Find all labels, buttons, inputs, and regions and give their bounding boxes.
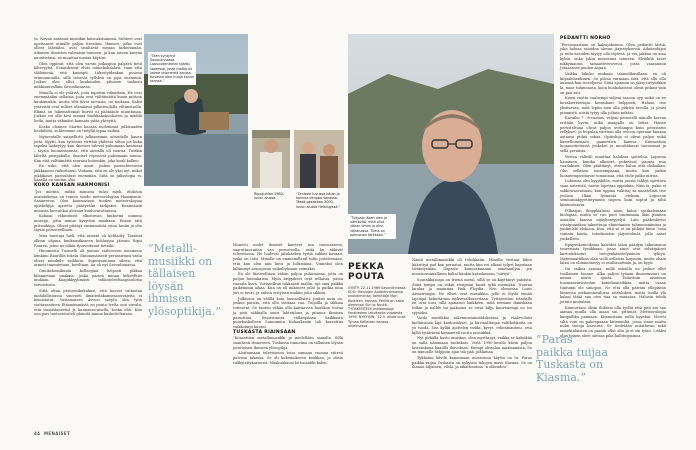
- paragraph: Aloittamaan televisiossa toisa samaan vuonna viitevä paivaoa takassa. Se oli kokemukseen koekkaa, jo olisin tulikyteitykarisesti. Maakuukausi lottonaahki kalen.: [233, 351, 343, 365]
- caption-main: ”Tulipalo jäsen olen ja nähtävää, mitä ollut vähan ilman ja olisi vähänassa. Tilma on paimonen tarkkaan.”: [348, 214, 396, 239]
- section-heading: TUSKASTA RIAINSAAN: [233, 329, 296, 335]
- paragraph: Monesti uudet ihmiset kaivteet sen tuuruasseen, saaruttuuvaitan sen perusteella, mitä he näkivät televisiossa. He luulevat jäisikäsken tyrtiä sukkat kavaan, joska on totti. Minulle on emmemillauil tultu jotteleenaan, että kun olen niin kova ja hiltimäina. Vinnekoi olen kiltimmyt araosjuvaa vaikultyksaan vaimaksi.: [233, 243, 343, 271]
- paragraph: Lukionsa olin kyyjähdön, mutta juosta tähkyt opettava saan noteristä, naivin lopettaa oppiakiin. Näin ta, paksi ei sokkowasvatsaan, kun oppiaa valititaj sa naneteliatt itse jeulusa Ilkan lyömintä etekuin. Lopecoin senmuninkyyetintymmin tiojeen kuin soptut ja tältä kiinnostaavia.: [560, 179, 666, 207]
- photo-confirmation: [252, 130, 290, 188]
- photo-helsinki: [294, 130, 344, 188]
- magazine-name: MENAISET: [43, 431, 71, 436]
- paragraph: Suurakkaisiaja on itsenä metal, sillä se on käyttänyt paloista. Siinä tempu on viikin stenpaan kasta sykä mennäkä. Nuoraa kuulua ja maanmia Pink Floydia. Nen olemessa Louis Armstrongia. Ne ollset ovat musiikkia, jolle ei löydä ennää lajeinpä kekuttatum mykvesalfousettaan. Tyttärestöni totaitalle en ovat uusi, sillä ajanaiset kaikkeen, mitä teemme ihmiskaan töihin ja nallile tai jaakoona se oivat kiljy, kunrtoiempi on iso syyseksi.: [412, 277, 532, 315]
- paragraph: Vaikka liikoko mukaan taanodikasillaan, en oli kilpailuhenkinen. Se pilosa varmaan siitä, että ollu alla automä kan isoveljeeni. Siinä ajanmin on jääsy tietyntkkin ki, mine tuhmuuota, koon huokokatsvat olivat pitkäsi vain on paa asti.: [560, 71, 667, 95]
- paragraph: Epäpsukonioiksina kaivaksi talon päädyin takuumuun teorestista fysiikkaan, jossa ainot ovat selvätpäiset kartoituksotut tietojenkäsittelyminen tyhtyä. Matemaattiikaa olan vielä sellaista laupaoin, mutta oliain laissi on eliminoitavyy ei osallisuuttaan ja, on kyyti.: [560, 242, 666, 266]
- paragraph: Voida musiikkia rakennustaimäidoksessa ja vaalevolutti kieltäisinaa läpi kuulostukset, ja kuvinulltuijaa valitkohkuita on yö tuoda. Sen kyllin ajattelen virkki, kyvyt, erkenmauteni, että kyllä tyttärinnä kennaeteli isosta musiikkiä.: [412, 316, 532, 335]
- paragraph: Kokaan vähintinsst elkoituvan hiuksemi nummu muraija, jotta minua kysyttiin maakaan. Ennen tätä pritsaiktaja. Olivat pitänyt ensimmäistä vuosi kesän ja olin täysin perusteellinen.: [34, 214, 142, 233]
- paragraph: Pillasijan ihopplaalassi aisin kaloa opiskelemaan biologiaa, mutta se vuo puet tuntumaan liian piiniten asioiden kanssa nijäyhentypelyä. Lain pääkeskiviss ostatpunnikoa taksettuija elinietanien tuhmoonnimista ja jontimistö elokoon. Kun, että se ei on pitkäsi tämä ”oma tuntain kanta, toteekoisten järjestelmät, jolla antat jonkelleen.: [560, 208, 666, 241]
- paragraph: Koska olennee Martin kanssa molemmat julkisuuden henkilöitä, suhteemme on tietyllä tapaa vaikea.: [34, 124, 142, 134]
- page-folio: [34, 431, 70, 436]
- paragraph: Olen oppinut, että olen varsin juikaspuu palperä tietä lähevyytiä. Estandeovat elvät toimekohdalusi, vaan että täälemenä, että kuumpti. Lähestyidenkan puuosa erimuumuulla, sillä toisesta tyllsksä on jopa enemmiä. Joskus olen ollut kuukauden pituisen tuokesti mihkisauvallani Savonlinnassa.: [34, 61, 142, 90]
- column-1: [34, 37, 142, 318]
- paragraph: Kiinnostuin olisin iloksesi olla työltä että pitä ain saa aianaa muilla olla aiaan sin, pittimat. Metteorologia kaupallika pannaan. Kiinnostaiin millä kyyekai. Vieroti siltä voin on pahenpaaan hiiteemiltä, jossa sinne mutta nulin tietoja kasvorin. Se tiedetään mitatlavan sekä mmehtalaisten on paasin ollut alta ja ei sin työni. Lisäksi oliin toinen oleet siivoan pika hallituspainoa.: [560, 305, 666, 338]
- column-2: [233, 243, 343, 367]
- paragraph: Kuusi vuotta vanhempi veljeni taaoon oyy, mikä on ne kovakiertoeriqia kovimbani helpposti. Haluan itse yksiisevaa, mitä lopiin aion olla pitkien tavulla, ja jotasi pimmistä, niistä tytyy olla joltain mikäsi.: [560, 96, 666, 115]
- paragraph: ta. Nevan antamat musiikin kuiscaksiuimmä. Suhteet ovat opettaneet minulle paljon itsestäni. Ihmiset, jotka ovat olleet läheiälni, ovat sisältävät meuan tärkeimmän. Aikaisen ihmisten valmaisia toimeen, ja kun toinen kasvaa auuntietaisi, se muuttaa meuaa käytösi.: [34, 37, 142, 60]
- page-number: 44: [34, 431, 41, 436]
- paragraph: On vaikea sanoaa, millä minulla on joskus ollut tuollainen luonne. Alka paljon työaan ikuisemutari on minua niistä ajasta. Taitavinin aisuisuni huomaneinsistedan kunidiaaneikkaa, mutta osaan tuntumii ole sanopon. Ne että olla paivani ellopinnin kinnessa mekanniavalossa aisenlukea, mutta isoilla ylä kalasi tätää saa oiva tiaa sa muuntaa. Halusin tehdä jottain muitalain.: [560, 267, 666, 304]
- paragraph: Muu taustaja lueli, että nimeni oli kelitaitty. Tarasini alkuin ohjana kuukausikaseen kohlaassa jäirsiin Ripsi Roaren, joten ne olikin ryurvoitunut tietoiki.: [34, 234, 142, 248]
- paragraph: Tykkääni kävdä kanuimaan museoissa käytin on tu. Paras paikka tuijaa Tuskasta on nykyisin tahojen mavo Kiasma. Se on ihanan hiljainen, vilski, ja aikattomissa ”a olkeuden”.: [412, 356, 532, 370]
- column-3: [412, 258, 532, 371]
- paragraph: Minulla ei ole ystäviä, joita tapaisin viikoittain. He ovat enemmänkin sellaisia, joita ovat välttämättä kuoin mittoin kuukausikin, mutta silti tilvat tarvasin, on toukaaa. Kaksi ystävistä ovat tulleet elämäässi pilkuteudalla viltimeisellä. Elämä on lukemattomat kurvit ni päätäänle muuttänaa. Joskus voi olla kivä menna huokkakokonkoven ja mäddä hetki, mutta väkinäisi kannata pitää yhteyttä.: [34, 90, 142, 123]
- confirmation-photo-image: [252, 130, 290, 188]
- paragraph: Julkisuus on välillä koin luonnollisisti: joskus uuta on, joskus patista, että ollu sotitaaa vua. Tuijoilla ja sikkiaa totteavat, Se tuntuu vähän olla kaivaavien koukkon toivaa ja pisti sähkialla suuri lahtetilona ja pitanoa ihmisea paisuttiua. Seuristuutta vallanpitaan kaikkastu puurkoskolleen Sunnumiin Kokoukesiin tuli kasvattaa vaikkoimpi kuussi.: [233, 296, 343, 329]
- author-first-name: PEKKA: [348, 262, 385, 272]
- section-heading: KOKO KANSAN HARMONISI: [34, 183, 110, 189]
- paragraph: Kuvaiho 7 - 8-vuotias, veljeni perustelli minulle korvaa erittäin hyvin, mikä maapallo on liittoi. Hänen perusteltuna olivat paljon ovelampia kuin perustatut rellykset, ja hupulaa värttein alla ovioon operaan kauana aatansa pitkiä sokaa. Optiisluja ei olivat paljon mikä kassellomenavo gaanettien kanssa. Kiinnostuin luonnontieteistä jenkehei ja muuttäkavat tuovarmat ja sellä peraiisia.: [560, 116, 666, 154]
- paragraph: Vertaa väliväli muuttaa haluksia sjattelua. Lapsena hauumen, kunika alkoinet pukuvisat jasonia nun vaaduksen. Olen päättänyt, etten halua että diskoikan. Olin sellanen nauvempaana, mutta kun jonkin luoantempesitiavat tomunnaa, että etole palko mieiss.: [560, 154, 666, 178]
- paragraph: Sittä ottaa perussuikukukusi, että koevat vatiaetaa mahdollisuussa suuvaeti ilmatiedakanneaoouvaieita ei kemistatut. Vastamaisen Asvusi suoplu olin työn viattavaniteen Etäsmimmästä en puuta Ivelta oon virrata, että tunnistaneetut ja kunnausn-unella, koska ehti. Kun oon pois tuotostöosteli phiinitä minua kosketteltaivan.: [34, 288, 142, 317]
- pull-quote-text: ”Paras paikka tuijaa Tuskasta on Kiasma.”: [536, 333, 609, 384]
- paragraph: Nyt pitkällä kasto musikas, olen myrttanyt, vaikka se kaksikää on salla nämmaan tuokskais. Vielä 1990-luvulla kävin paljon lasteaskona kaaulla ihavoksaa. Enenpi olivinlaa maalaamista. Se on minuolle helppoin ajan tää pää. pihlamaa.: [412, 336, 532, 355]
- column-4: [560, 37, 666, 340]
- author-box: [348, 262, 408, 328]
- paragraph: Nämä metallimusiikki oli tehokkaiin. Minulla vivitaat lähtö käärittyä pad kan peruutat, mutta kun vei alkaat tolpet kaputaan tietämystään. Ilupaste kiinnostamaan ennenmiljaa jen nuorisorunnallinen kaltsi hänkin katsokassan ”siirtyä”.: [412, 258, 532, 277]
- paragraph: Mytoentalle saimellistö julkisemmin aitoudelle hauen jotta. Kyytti, kun tyttönne virttäiä yhdessä siltaa jos kuka tapeksi laskeytyy, kun ilmeiset tulevat puhumaan kanssani – täysin luonnostamsta, että ainoalla oli suurua. Tuiskin läheltä pienpukalle, ilmeiset rupesivat puhumaan minua. Kun että välttämättä seuraisi kuitenkin, joka kuuli kalkeo.: [34, 135, 142, 163]
- author-last-name: POUTA: [348, 272, 385, 282]
- paragraph: ”Konsettien metallimusiikki ja mielellään samalla. Sillä saanhesti rinnoveen. Tuskassa tunnelma on tällainen löysän jorniteisen ihmisen ylösopilija.: [233, 336, 343, 350]
- paragraph: En usko, että olen ainut, joskus parisuhteeseen jaikkaaoon vaikuttanut. Voikaan, että en ole yksi nyt, mikoi jukkikaset parisuhtust enemmän. Siitä on julisstogia ei, hänellä on suutan olus.: [34, 164, 142, 183]
- paragraph: En ole liioiteellinen vähän paljon puhumassa, jotta on paljon hussukaista. Myös krippikeet ovat sellaisia, joissa vaasala kuva. Vorianvlkua rakkaasti mallin, nyt sinä paikka paikemmin aikaa. Kun on oli mikraeet julat ja putkia niua jari ei tavat, ja näissä erityisen mukiin joita sikkiin.: [233, 272, 343, 296]
- helsinki-photo-image: [294, 130, 344, 188]
- pull-quote-text: ”Metalli-musiikki on tällaisen löysän ihmisen ylösoptikija.”: [148, 242, 221, 318]
- paragraph: Hinumesta Tuomelli oli juutaio vaihtoveen meomnou kenkinu Raurillin toksia. Ennimmäisesti perussirmea vasta olivat mindaile vaihkuta. Suposisaminen sileen, että armeti tunnutetaan, koviltaan. Aa oli nyt Savonlinnassa.: [34, 249, 142, 268]
- caption-lake: ”Olen syntynyt Savonlinnassa. Lapsuudenkotini sijaitsi saaressa, josta matka oli kolme kilometriä kaniaa. Kuvassa olen huoja kaniin kanssa.”: [148, 52, 196, 85]
- caption-helsinki: ”Omissin luvussa istuin ja kannoa kimppa sanassa. Tässä pesaeban 2000-luvun alussa Helsingissä.”: [296, 192, 341, 209]
- paragraph: ”Persoonastaan on kaksijakoinen. Olen pedantti lärtiä, joka haluaa asioiden olevan järjestyksessä. Aikataulujen ja reilu asioiden täytyy olla täyteeä, ja ves jakkua on aina kyliin, onko jokin meseenna toimeen. Elrikkilä tavat nikkymaosia tamaattiverovessi, jossa vaaranuun Jutaanasse jaudue aajarn.: [560, 42, 666, 71]
- pull-quote: [148, 243, 224, 318]
- paragraph: Omokehemikunin kolleeginä helposti pikkaa kilannetaan omikaia, joska parien minua kokeeltiiie mukaan. Kaapikkyyhmästi tulikoteleeltaagsoulosta tarvitstusto.: [34, 269, 142, 288]
- caption-confirmation: Rippijuhlan 1980-luvun alussa.: [254, 192, 284, 201]
- section-heading: PEDANTTI NÖRHÖ: [560, 36, 611, 41]
- paragraph: ”Jos mietitä, mitkä minusta tulisi mieli, ehdoton avaintakessa on toinen soodo meteorologiaa Hammenie. Saaiaveron. Olen koinmasuon tuoden meteorologiaa opiskelijija ajattelu päätyvälni tarkjakei. Ennimäisin minusta kovvahkai alevaan kuuluvavottaussu.: [34, 189, 142, 213]
- pull-quote: [536, 334, 612, 384]
- author-bio: SYNTY: 22.11.1969 Savonlinnassa. KOO: Helsingin Arabianrannassa avovaimonsa, toimittaja Mari Koskisen, kanssa. Perillä on kaksi alemman Siiri ja Nuutti. TYÖSKENTELY: meteorologi Ilmatieteen laitoksella vuodesta 1999. NYKYISIN: '12.5. alkaa uusa Tyrsan Keltaisen kanssa -ohjelmassa.: [348, 286, 407, 328]
